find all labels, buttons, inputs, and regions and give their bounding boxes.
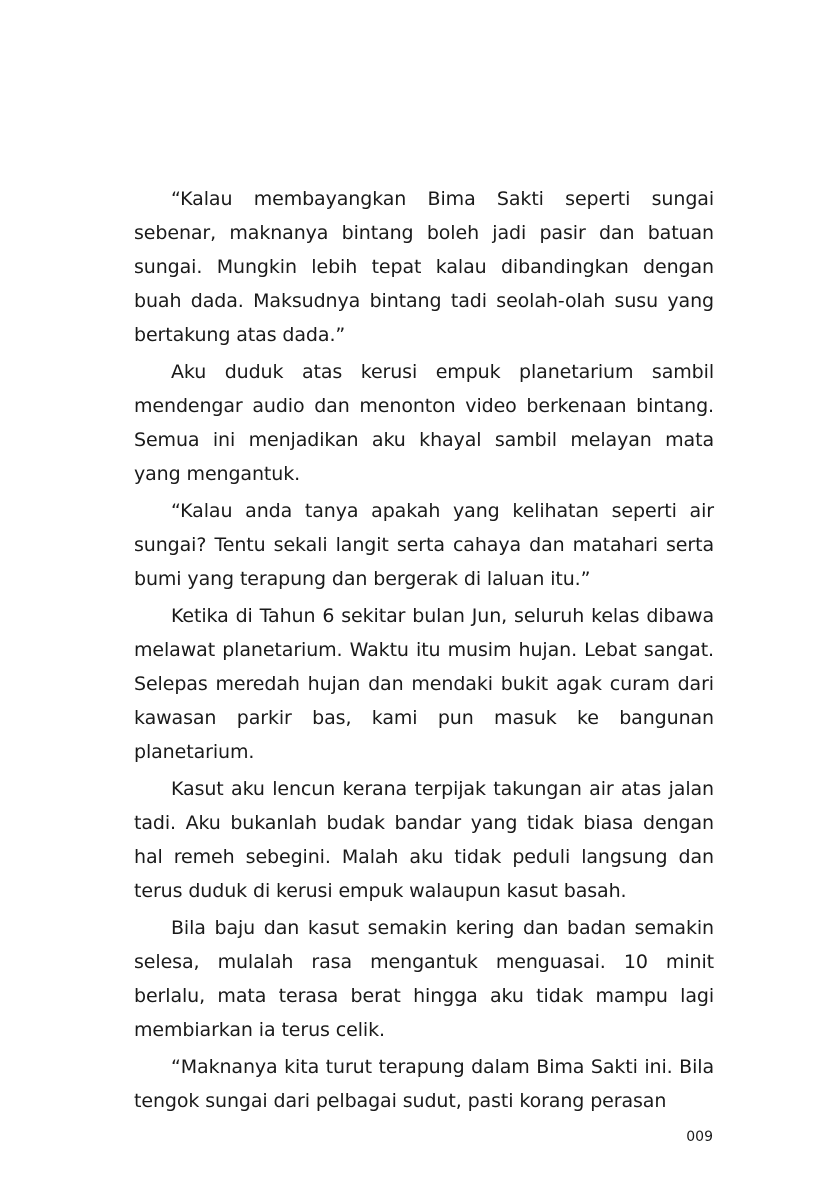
- paragraph-6: Bila baju dan kasut semakin kering dan badan semakin selesa, mulalah rasa mengantuk menguasai. 10 minit berlalu, mata terasa berat hingga aku tidak mampu lagi membiarkan ia terus celik.: [134, 917, 714, 1041]
- body-text: [134, 182, 714, 1121]
- paragraph-3: “Kalau anda tanya apakah yang kelihatan seperti air sungai? Tentu sekali langit serta cahaya dan matahari serta bumi yang terapung dan bergerak di laluan itu.”: [134, 500, 714, 590]
- paragraph-5: Kasut aku lencun kerana terpijak takungan air atas jalan tadi. Aku bukanlah budak bandar yang tidak biasa dengan hal remeh sebegini. Malah aku tidak peduli langsung dan terus duduk di kerusi empuk walaupun kasut basah.: [134, 778, 714, 902]
- paragraph-1: “Kalau membayangkan Bima Sakti seperti sungai sebenar, maknanya bintang boleh jadi pasir dan batuan sungai. Mungkin lebih tepat kalau dibandingkan dengan buah dada. Maksudnya bintang tadi seolah-olah susu yang bertakung atas dada.”: [134, 188, 714, 346]
- page-number: 009: [686, 1129, 713, 1145]
- paragraph-2: Aku duduk atas kerusi empuk planetarium sambil mendengar audio dan menonton video berkenaan bintang. Semua ini menjadikan aku khayal sambil melayan mata yang mengantuk.: [134, 361, 714, 485]
- paragraph-7: “Maknanya kita turut terapung dalam Bima Sakti ini. Bila tengok sungai dari pelbagai sudut, pasti korang perasan: [134, 1056, 714, 1112]
- paragraph-4: Ketika di Tahun 6 sekitar bulan Jun, seluruh kelas dibawa melawat planetarium. Waktu itu musim hujan. Lebat sangat. Selepas meredah hujan dan mendaki bukit agak curam dari kawasan parkir bas, kami pun masuk ke bangunan planetarium.: [134, 605, 714, 763]
